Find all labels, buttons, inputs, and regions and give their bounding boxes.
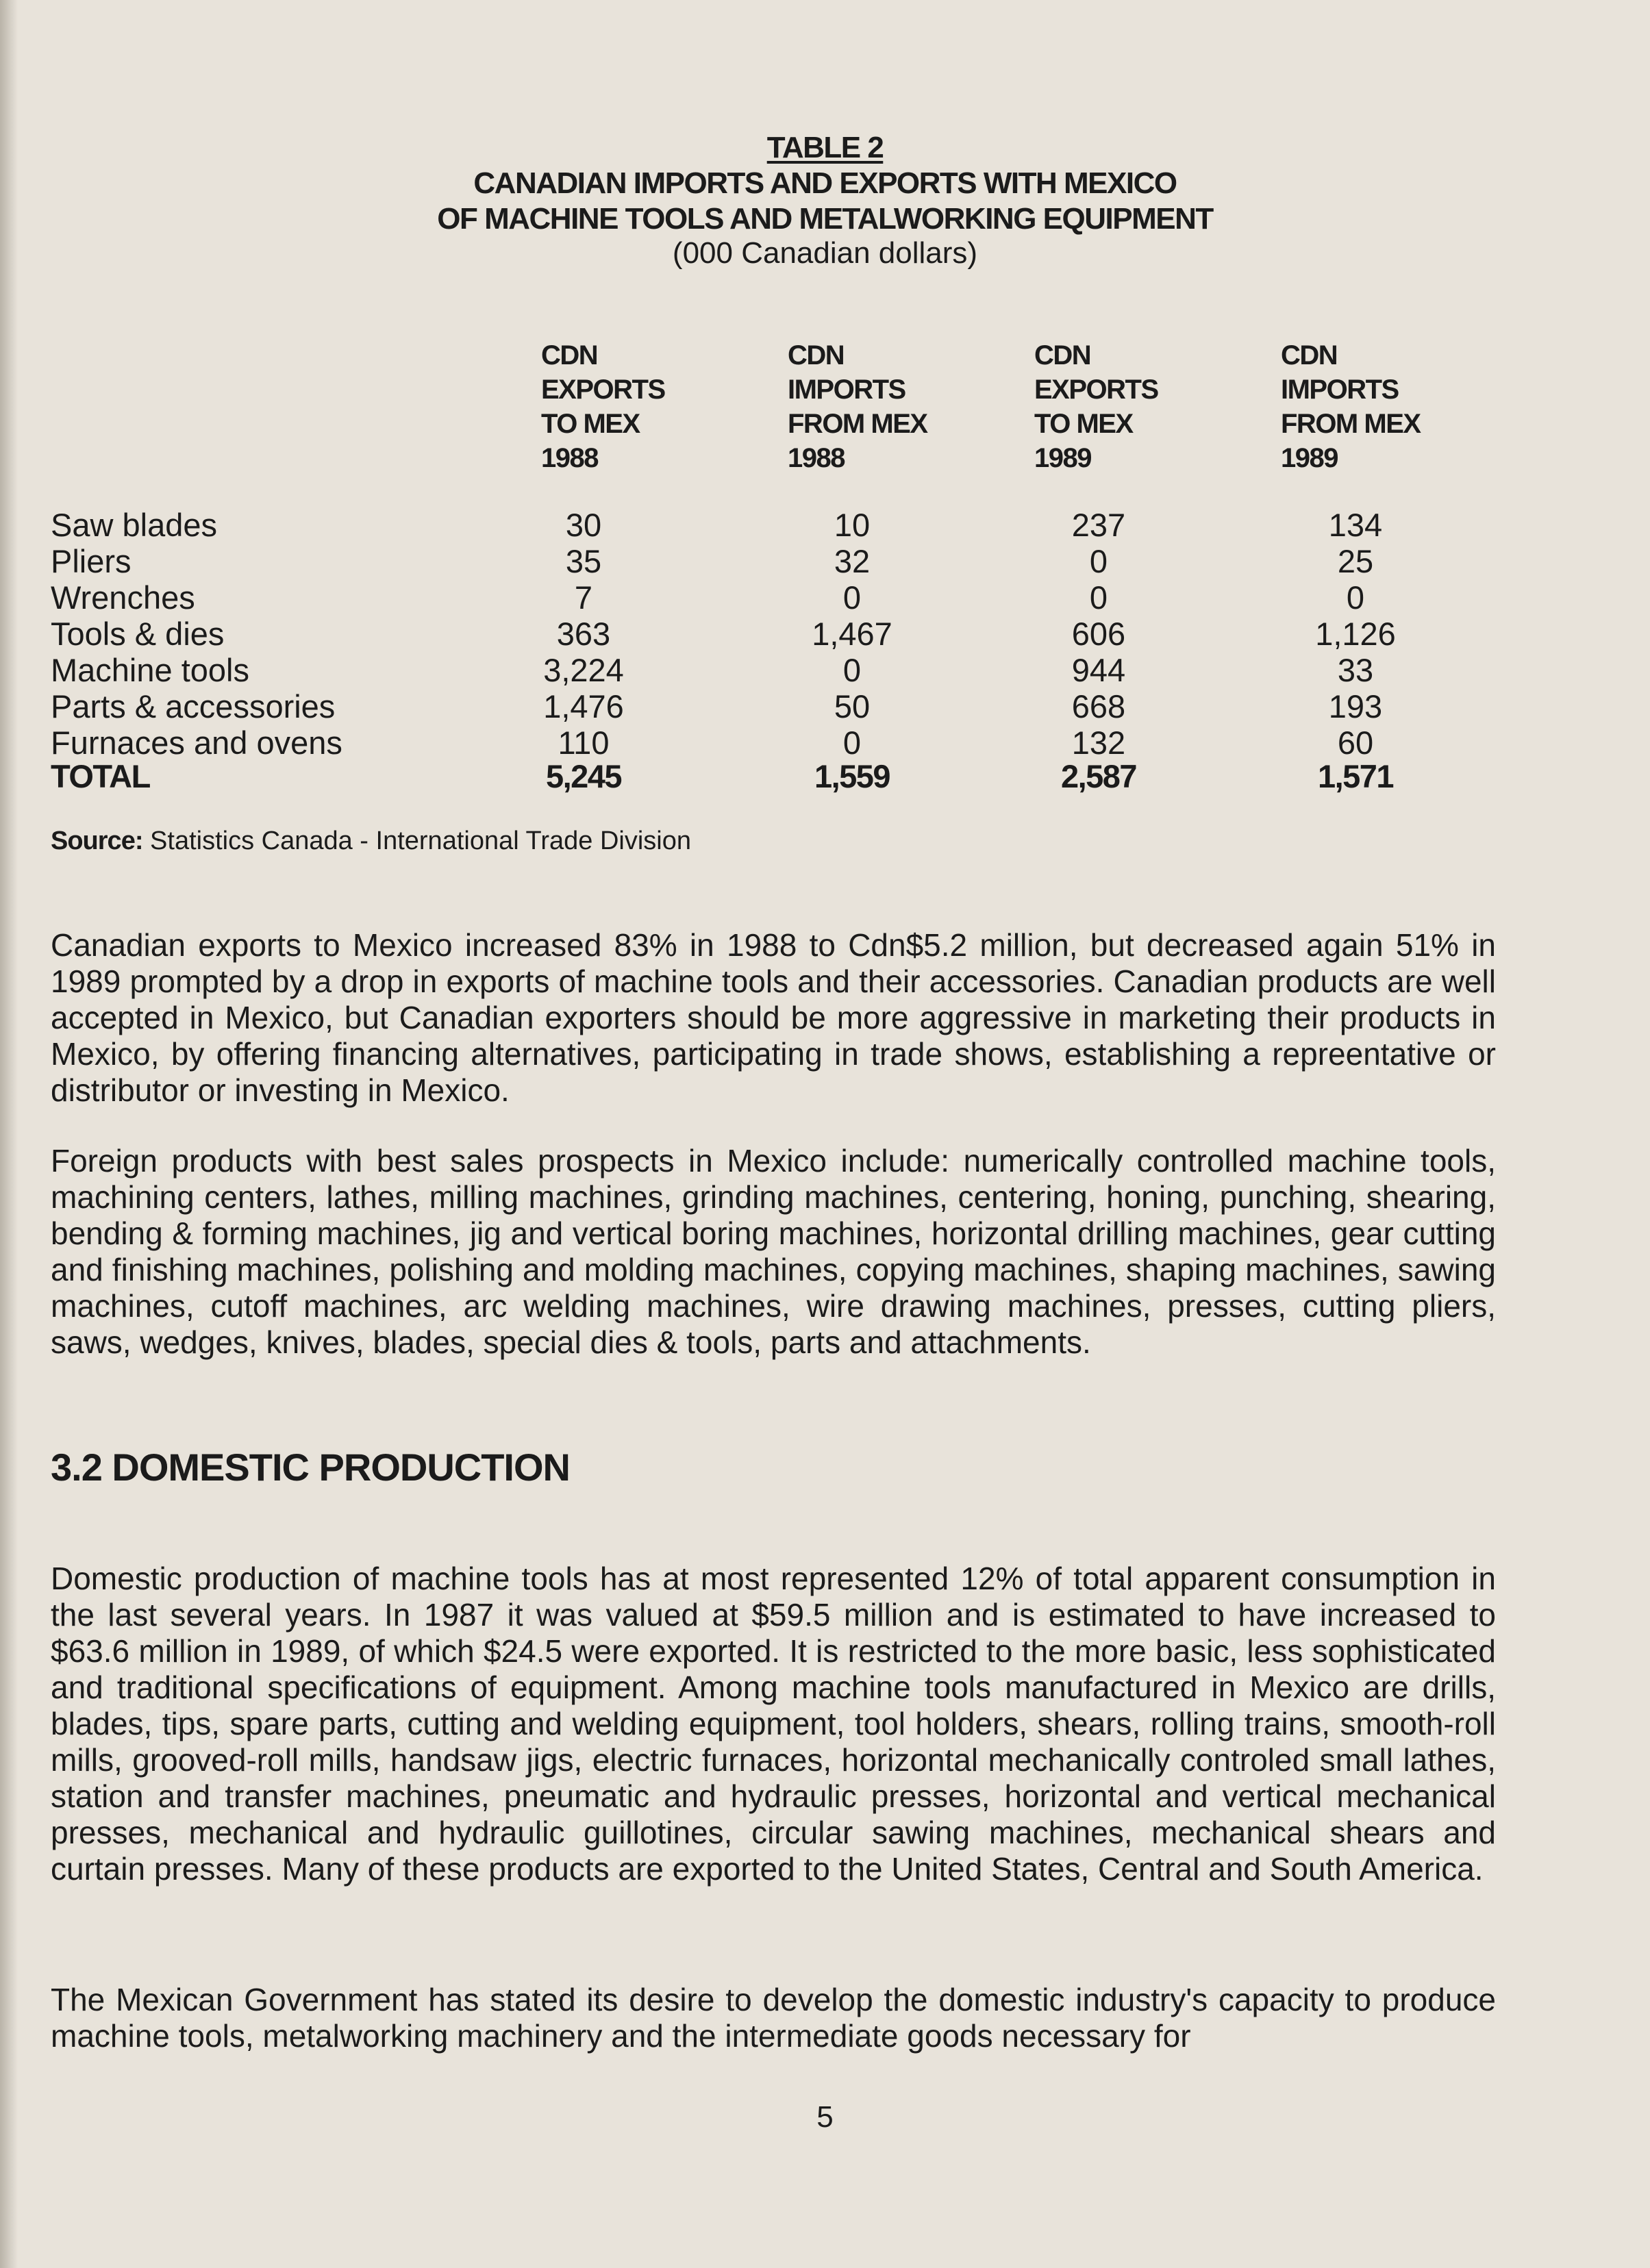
row-label: Saw blades — [51, 507, 217, 543]
cell-exports-1989: 606 — [1071, 616, 1126, 652]
row-label: Machine tools — [51, 652, 249, 688]
cell-imports-1988: 0 — [842, 724, 862, 761]
row-label: Furnaces and ovens — [51, 724, 342, 761]
source-label: Source: — [51, 827, 143, 855]
section-heading: 3.2 DOMESTIC PRODUCTION — [51, 1446, 570, 1489]
total-imports-1989: 1,571 — [1317, 758, 1394, 794]
table-row — [51, 579, 1448, 616]
paragraph-domestic-production: Domestic production of machine tools has at most represented 12% of total apparent consumption in the last several years. In 1987 it was valued at $59.5 million and is estimated to have increased to $63.6 million in 1989, of which $24.5 were exported. It is restricted to the more basic, less sophisticated and traditional specifications of equipment. Among machine tools manufactured in Mexico are drills, blades, tips, spare parts, cutting and welding equipment, tool holders, shears, rolling trains, smooth-roll mills, grooved-roll mills, handsaw jigs, electric furnaces, horizontal mechanically controled small lathes, station and transfer machines, pneumatic and hydraulic presses, horizontal and vertical mechanical presses, mechanical and hydraulic guillotines, circular sawing machines, mechanical shears and curtain presses. Many of these products are exported to the United States, Central and South America. — [51, 1561, 1496, 1887]
cell-imports-1988: 50 — [834, 688, 871, 724]
table-title-line1: CANADIAN IMPORTS AND EXPORTS WITH MEXICO — [473, 166, 1177, 200]
column-header-imports-1988: CDN IMPORTS FROM MEX 1988 — [788, 340, 927, 473]
table-source — [51, 824, 691, 857]
paragraph-exports: Canadian exports to Mexico increased 83% in 1988 to Cdn$5.2 million, but decreased again 51% in 1989 prompted by a drop in exports of machine tools and their accessories. Canadian products are well accepted in Mexico, but Canadian exporters should be more aggressive in marketing their products in Mexico, by offering financing alternatives, participating in trade shows, establishing a repreentative or distributor or investing in Mexico. — [51, 927, 1496, 1108]
page-edge-shadow — [0, 0, 18, 2268]
table-row — [51, 724, 1448, 761]
column-header-imports-1989: CDN IMPORTS FROM MEX 1989 — [1281, 340, 1421, 473]
total-exports-1988: 5,245 — [545, 758, 622, 794]
table-title-line2: OF MACHINE TOOLS AND METALWORKING EQUIPMENT — [437, 202, 1213, 236]
cell-imports-1988: 32 — [834, 543, 871, 579]
row-label: Tools & dies — [51, 616, 225, 652]
row-label: Parts & accessories — [51, 688, 336, 724]
cell-exports-1988: 7 — [574, 579, 593, 616]
total-imports-1988: 1,559 — [814, 758, 890, 794]
total-exports-1989: 2,587 — [1060, 758, 1137, 794]
cell-imports-1989: 193 — [1328, 688, 1383, 724]
table-row — [51, 688, 1448, 724]
row-label: Pliers — [51, 543, 132, 579]
cell-imports-1989: 134 — [1328, 507, 1383, 543]
cell-imports-1988: 1,467 — [812, 616, 892, 652]
cell-exports-1989: 0 — [1089, 579, 1108, 616]
table-row — [51, 616, 1448, 652]
cell-exports-1989: 237 — [1071, 507, 1126, 543]
cell-exports-1989: 668 — [1071, 688, 1126, 724]
cell-exports-1989: 944 — [1071, 652, 1126, 688]
cell-exports-1989: 132 — [1071, 724, 1126, 761]
cell-exports-1988: 110 — [558, 724, 610, 761]
cell-imports-1988: 0 — [842, 652, 862, 688]
cell-exports-1988: 363 — [556, 616, 611, 652]
table-total-row — [51, 758, 1448, 794]
cell-imports-1989: 0 — [1346, 579, 1365, 616]
cell-exports-1988: 35 — [565, 543, 602, 579]
cell-exports-1988: 30 — [565, 507, 602, 543]
page-number: 5 — [816, 2100, 834, 2134]
paragraph-government: The Mexican Government has stated its desire to develop the domestic industry's capacity to produce machine tools, metalworking machinery and the intermediate goods necessary for — [51, 1982, 1496, 2054]
source-text: Statistics Canada - International Trade Division — [150, 827, 691, 855]
table-row — [51, 652, 1448, 688]
cell-imports-1988: 0 — [842, 579, 862, 616]
cell-exports-1989: 0 — [1089, 543, 1108, 579]
column-header-exports-1989: CDN EXPORTS TO MEX 1989 — [1034, 340, 1158, 473]
cell-imports-1988: 10 — [834, 507, 871, 543]
table-label: TABLE 2 — [766, 131, 884, 164]
table-row — [51, 543, 1448, 579]
table-subtitle: (000 Canadian dollars) — [672, 236, 978, 270]
table-row — [51, 507, 1448, 543]
paragraph-best-prospects: Foreign products with best sales prospects in Mexico include: numerically controlled machine tools, machining centers, lathes, milling machines, grinding machines, centering, honing, punching, shearing, bending & forming machines, jig and vertical boring machines, horizontal drilling machines, gear cutting and finishing machines, polishing and molding machines, copying machines, shaping machines, sawing machines, cutoff machines, arc welding machines, wire drawing machines, presses, cutting pliers, saws, wedges, knives, blades, special dies & tools, parts and attachments. — [51, 1143, 1496, 1360]
row-label: Wrenches — [51, 579, 195, 616]
cell-imports-1989: 1,126 — [1315, 616, 1396, 652]
cell-imports-1989: 60 — [1337, 724, 1374, 761]
total-label: TOTAL — [51, 758, 150, 794]
cell-imports-1989: 25 — [1337, 543, 1374, 579]
cell-imports-1989: 33 — [1337, 652, 1374, 688]
cell-exports-1988: 1,476 — [543, 688, 624, 724]
cell-exports-1988: 3,224 — [543, 652, 624, 688]
column-header-exports-1988: CDN EXPORTS TO MEX 1988 — [541, 340, 665, 473]
